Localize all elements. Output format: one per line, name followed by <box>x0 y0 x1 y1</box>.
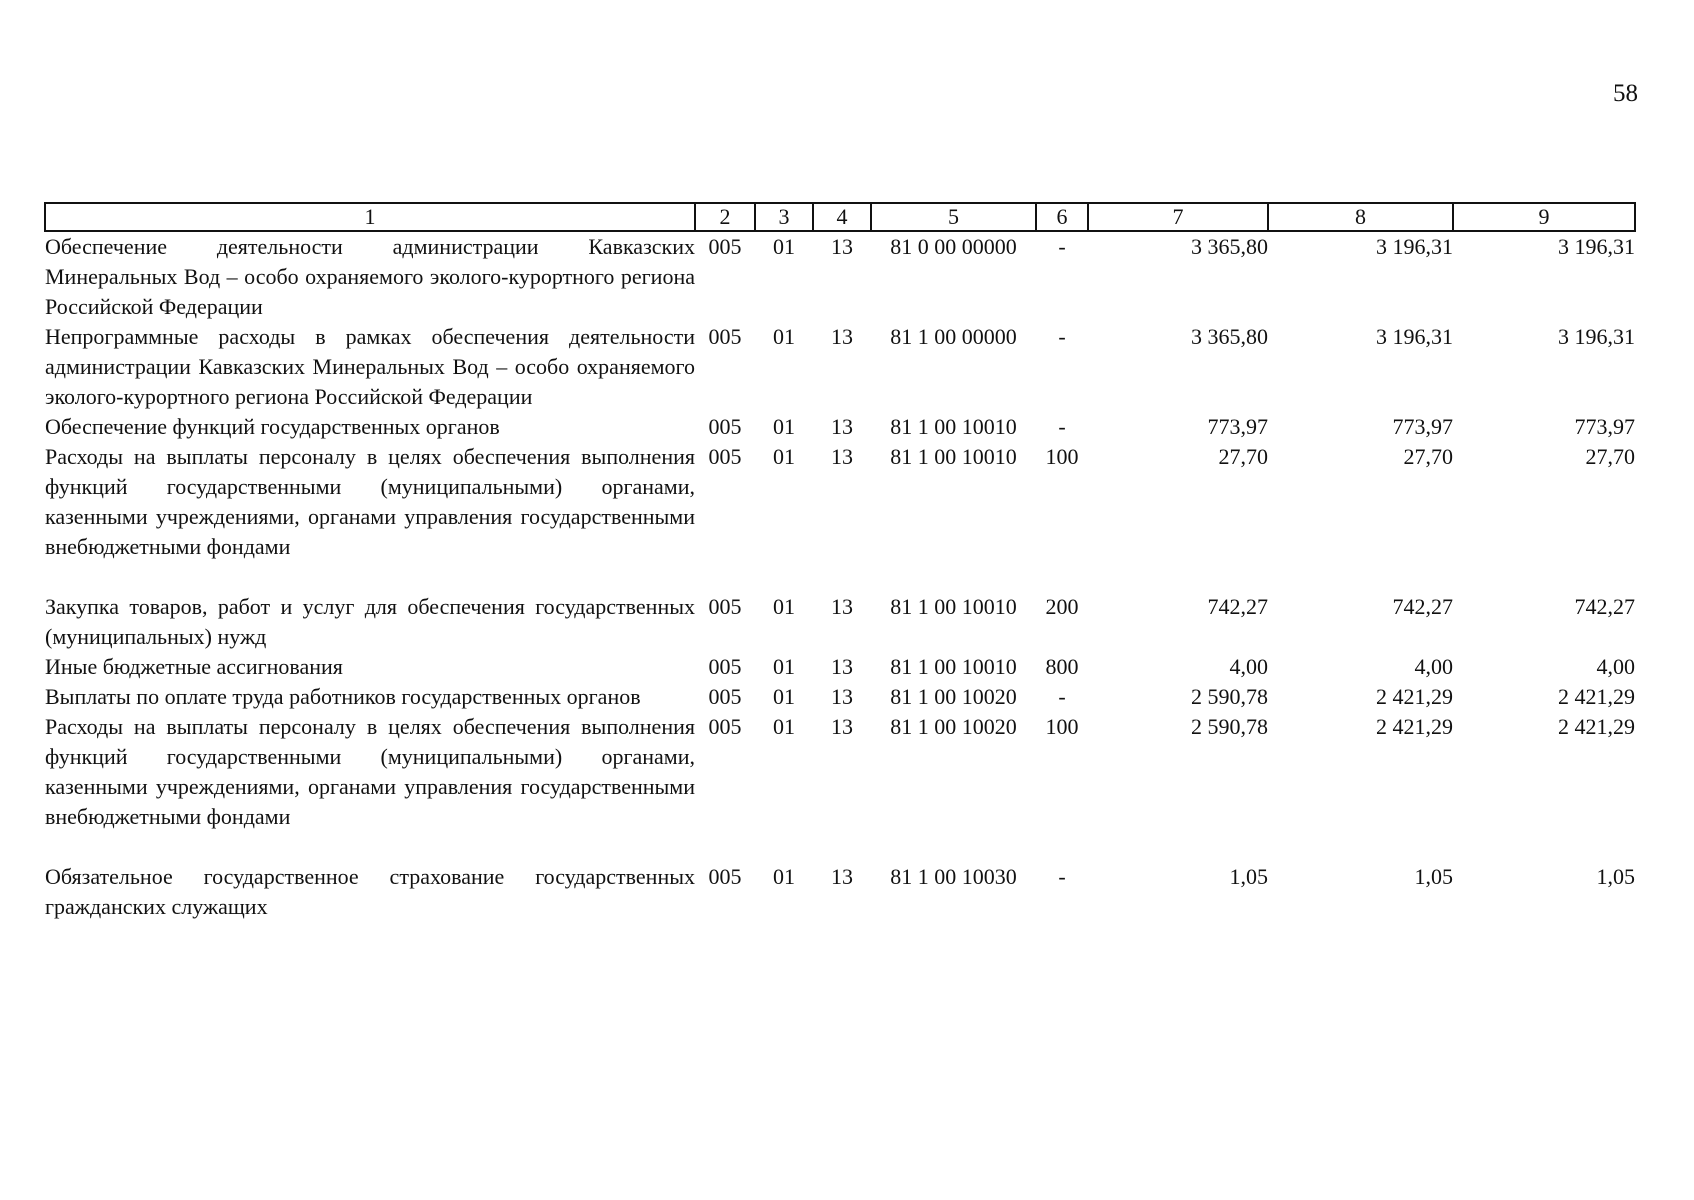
row-amount-col7: 27,70 <box>1218 444 1268 469</box>
row-description: Иные бюджетные ассигнования <box>45 654 343 679</box>
row-amount-col8: 742,27 <box>1392 594 1453 619</box>
row-subsection-code: 13 <box>831 864 853 889</box>
row-amount-col9: 3 196,31 <box>1558 324 1635 349</box>
row-expense-type: 800 <box>1045 654 1079 679</box>
row-amount-col9: 2 421,29 <box>1558 714 1635 739</box>
header-col-2: 2 <box>695 203 755 231</box>
row-amount-col8: 2 421,29 <box>1376 684 1453 709</box>
row-amount-col9: 4,00 <box>1596 654 1635 679</box>
header-col-8: 8 <box>1268 203 1453 231</box>
row-target-article: 81 1 00 10010 <box>890 654 1017 679</box>
row-section-code: 01 <box>773 444 795 469</box>
row-ministry-code: 005 <box>708 714 742 739</box>
row-expense-type: - <box>1058 324 1066 349</box>
header-col-9: 9 <box>1453 203 1635 231</box>
row-expense-type: 100 <box>1045 714 1079 739</box>
row-target-article: 81 0 00 00000 <box>890 234 1017 259</box>
row-amount-col8: 773,97 <box>1392 414 1453 439</box>
table-row <box>45 862 1635 922</box>
row-section-code: 01 <box>773 594 795 619</box>
row-subsection-code: 13 <box>831 684 853 709</box>
table-row <box>45 682 1635 712</box>
table-header-row <box>45 203 1635 231</box>
row-ministry-code: 005 <box>708 324 742 349</box>
row-amount-col9: 742,27 <box>1574 594 1635 619</box>
row-expense-type: 100 <box>1045 444 1079 469</box>
row-amount-col7: 1,05 <box>1229 864 1268 889</box>
row-ministry-code: 005 <box>708 654 742 679</box>
table-row <box>45 412 1635 442</box>
row-amount-col9: 1,05 <box>1596 864 1635 889</box>
row-expense-type: - <box>1058 234 1066 259</box>
table-row <box>45 231 1635 322</box>
row-target-article: 81 1 00 00000 <box>890 324 1017 349</box>
row-target-article: 81 1 00 10030 <box>890 864 1017 889</box>
row-amount-col9: 2 421,29 <box>1558 684 1635 709</box>
row-description: Обязательное государственное страхование государственных гражданских служащих <box>45 864 695 919</box>
row-amount-col7: 773,97 <box>1207 414 1268 439</box>
row-expense-type: - <box>1058 684 1066 709</box>
row-ministry-code: 005 <box>708 414 742 439</box>
row-section-code: 01 <box>773 234 795 259</box>
header-col-3: 3 <box>755 203 813 231</box>
row-amount-col7: 742,27 <box>1207 594 1268 619</box>
row-amount-col9: 773,97 <box>1574 414 1635 439</box>
row-description: Обеспечение функций государственных органов <box>45 414 500 439</box>
header-col-6: 6 <box>1036 203 1088 231</box>
row-target-article: 81 1 00 10010 <box>890 414 1017 439</box>
header-col-7: 7 <box>1088 203 1268 231</box>
table-row <box>45 322 1635 412</box>
row-subsection-code: 13 <box>831 594 853 619</box>
row-description: Обеспечение деятельности администрации Кавказских Минеральных Вод – особо охраняемого эколого-курортного региона Российской Федерации <box>45 234 695 319</box>
budget-table <box>44 202 1636 922</box>
row-ministry-code: 005 <box>708 444 742 469</box>
row-subsection-code: 13 <box>831 414 853 439</box>
row-amount-col8: 27,70 <box>1403 444 1453 469</box>
header-col-5: 5 <box>871 203 1036 231</box>
table-row <box>45 712 1635 862</box>
row-amount-col8: 4,00 <box>1414 654 1453 679</box>
table-row <box>45 442 1635 592</box>
row-ministry-code: 005 <box>708 594 742 619</box>
row-ministry-code: 005 <box>708 234 742 259</box>
header-col-4: 4 <box>813 203 871 231</box>
row-section-code: 01 <box>773 684 795 709</box>
row-ministry-code: 005 <box>708 684 742 709</box>
row-subsection-code: 13 <box>831 714 853 739</box>
row-section-code: 01 <box>773 414 795 439</box>
row-amount-col9: 3 196,31 <box>1558 234 1635 259</box>
row-section-code: 01 <box>773 864 795 889</box>
row-description: Непрограммные расходы в рамках обеспечения деятельности администрации Кавказских Минеральных Вод – особо охраняемого эколого-курортного региона Российской Федерации <box>45 324 695 409</box>
row-subsection-code: 13 <box>831 654 853 679</box>
row-expense-type: - <box>1058 864 1066 889</box>
row-expense-type: - <box>1058 414 1066 439</box>
row-section-code: 01 <box>773 654 795 679</box>
row-subsection-code: 13 <box>831 444 853 469</box>
row-description: Расходы на выплаты персоналу в целях обеспечения выполнения функций государственными (муниципальными) органами, казенными учреждениями, органами управления государственными внебюджетными фондами <box>45 714 695 829</box>
row-amount-col7: 3 365,80 <box>1191 234 1268 259</box>
row-subsection-code: 13 <box>831 324 853 349</box>
row-section-code: 01 <box>773 324 795 349</box>
row-target-article: 81 1 00 10010 <box>890 594 1017 619</box>
row-target-article: 81 1 00 10020 <box>890 714 1017 739</box>
row-description: Расходы на выплаты персоналу в целях обеспечения выполнения функций государственными (муниципальными) органами, казенными учреждениями, органами управления государственными внебюджетными фондами <box>45 444 695 559</box>
row-description: Закупка товаров, работ и услуг для обеспечения государственных (муниципальных) нужд <box>45 594 695 649</box>
table-row <box>45 592 1635 652</box>
row-target-article: 81 1 00 10010 <box>890 444 1017 469</box>
row-section-code: 01 <box>773 714 795 739</box>
header-col-1: 1 <box>45 203 695 231</box>
row-amount-col7: 2 590,78 <box>1191 684 1268 709</box>
row-description: Выплаты по оплате труда работников государственных органов <box>45 684 641 709</box>
row-amount-col8: 2 421,29 <box>1376 714 1453 739</box>
page-number: 58 <box>1613 80 1638 107</box>
row-amount-col7: 3 365,80 <box>1191 324 1268 349</box>
row-target-article: 81 1 00 10020 <box>890 684 1017 709</box>
row-ministry-code: 005 <box>708 864 742 889</box>
table-row <box>45 652 1635 682</box>
row-subsection-code: 13 <box>831 234 853 259</box>
row-expense-type: 200 <box>1045 594 1079 619</box>
row-amount-col8: 1,05 <box>1414 864 1453 889</box>
row-amount-col9: 27,70 <box>1585 444 1635 469</box>
row-amount-col7: 2 590,78 <box>1191 714 1268 739</box>
row-amount-col8: 3 196,31 <box>1376 234 1453 259</box>
row-amount-col8: 3 196,31 <box>1376 324 1453 349</box>
row-amount-col7: 4,00 <box>1229 654 1268 679</box>
